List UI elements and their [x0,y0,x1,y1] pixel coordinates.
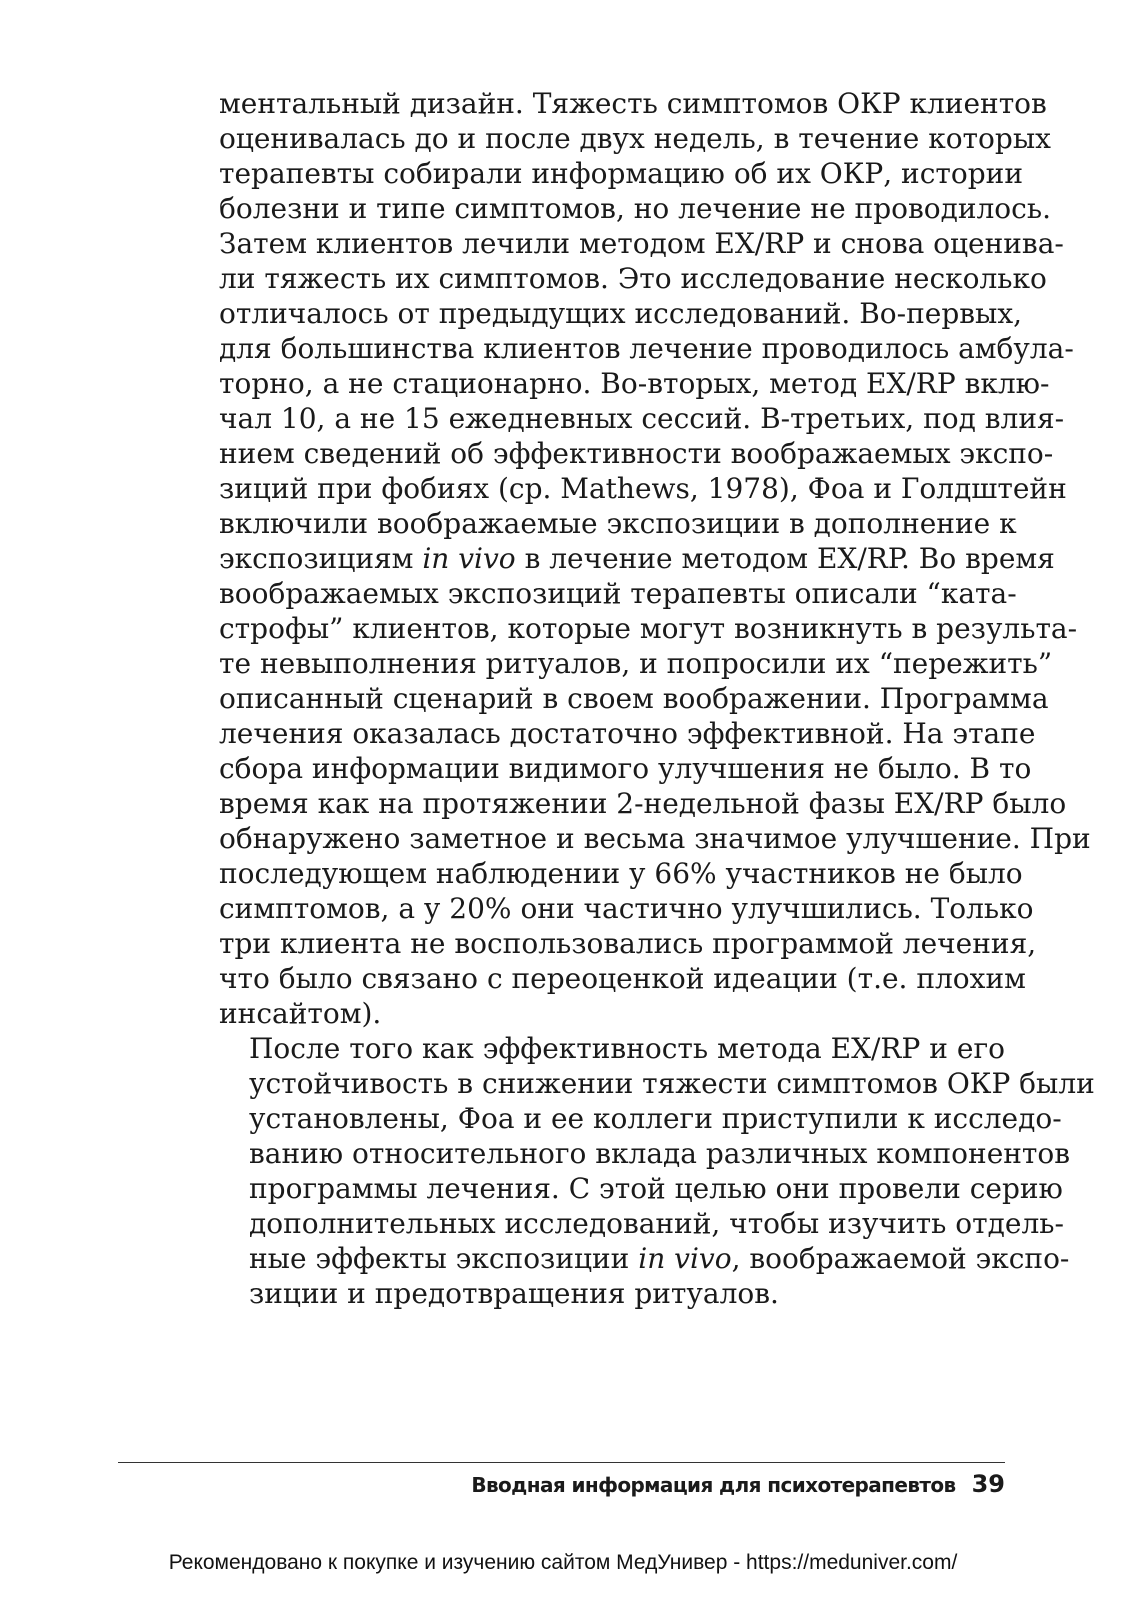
page-footer [471,1468,1005,1501]
text-line: экспозициям in vivo в лечение методом EX/RP. Во время [219,542,1055,575]
footer-rule [118,1462,1005,1463]
page-number: 39 [971,1470,1005,1498]
text-line: зиции и предотвращения ритуалов. [249,1277,779,1310]
text-line: Затем клиентов лечили методом EX/RP и снова оценива- [219,227,1064,260]
text-line: симптомов, а у 20% они частично улучшились. Только [219,892,1034,925]
text-line: для большинства клиентов лечение проводилось амбула- [219,332,1074,365]
text-line: те невыполнения ритуалов, и попросили их “пережить” [219,647,1053,680]
text-line: ли тяжесть их симптомов. Это исследование несколько [219,262,1047,295]
text-line: ванию относительного вклада различных компонентов [249,1137,1071,1170]
text-line: дополнительных исследований, чтобы изучить отдель- [249,1207,1064,1240]
text-line: торно, а не стационарно. Во-вторых, метод EX/RP вклю- [219,367,1050,400]
text-line: установлены, Фоа и ее коллеги приступили к исследо- [249,1102,1062,1135]
text-line: ментальный дизайн. Тяжесть симптомов ОКР клиентов [219,87,1047,120]
watermark-text: Рекомендовано к покупке и изучению сайтом МедУнивер - https://meduniver.com/ [168,1551,958,1574]
text-line: три клиента не воспользовались программой лечения, [219,927,1037,960]
text-line: что было связано с переоценкой идеации (т.е. плохим [219,962,1026,995]
text-line: После того как эффективность метода EX/RP и его [249,1032,1005,1065]
page-body [219,86,1095,1311]
text-line: последующем наблюдении у 66% участников не было [219,857,1023,890]
text-line: обнаружено заметное и весьма значимое улучшение. При [219,822,1091,855]
text-line: включили воображаемые экспозиции в дополнение к [219,507,1017,540]
text-line: устойчивость в снижении тяжести симптомов ОКР были [249,1067,1095,1100]
text-line: программы лечения. С этой целью они провели серию [249,1172,1063,1205]
text-line: инсайтом). [219,997,382,1030]
body-paragraph [219,1031,1095,1311]
text-line: чал 10, а не 15 ежедневных сессий. В-третьих, под влия- [219,402,1065,435]
text-line: время как на протяжении 2-недельной фазы EX/RP было [219,787,1067,820]
text-line: строфы” клиентов, которые могут возникнуть в результа- [219,612,1078,645]
italic-term: in vivo [638,1242,732,1275]
text-line: отличалось от предыдущих исследований. Во-первых, [219,297,1023,330]
text-line: описанный сценарий в своем воображении. Программа [219,682,1049,715]
italic-term: in vivo [422,542,516,575]
running-title: Вводная информация для психотерапевтов [471,1473,956,1497]
body-paragraph [219,86,1091,1031]
text-line: лечения оказалась достаточно эффективной. На этапе [219,717,1036,750]
text-line: оценивалась до и после двух недель, в течение которых [219,122,1051,155]
text-line: ные эффекты экспозиции in vivo, воображаемой экспо- [249,1242,1070,1275]
text-line: зиций при фобиях (ср. Mathews, 1978), Фоа и Голдштейн [219,472,1067,505]
text-line: сбора информации видимого улучшения не было. В то [219,752,1032,785]
text-line: болезни и типе симптомов, но лечение не проводилось. [219,192,1051,225]
text-line: нием сведений об эффективности воображаемых экспо- [219,437,1054,470]
text-line: воображаемых экспозиций терапевты описали “ката- [219,577,1017,610]
text-line: терапевты собирали информацию об их ОКР, истории [219,157,1023,190]
